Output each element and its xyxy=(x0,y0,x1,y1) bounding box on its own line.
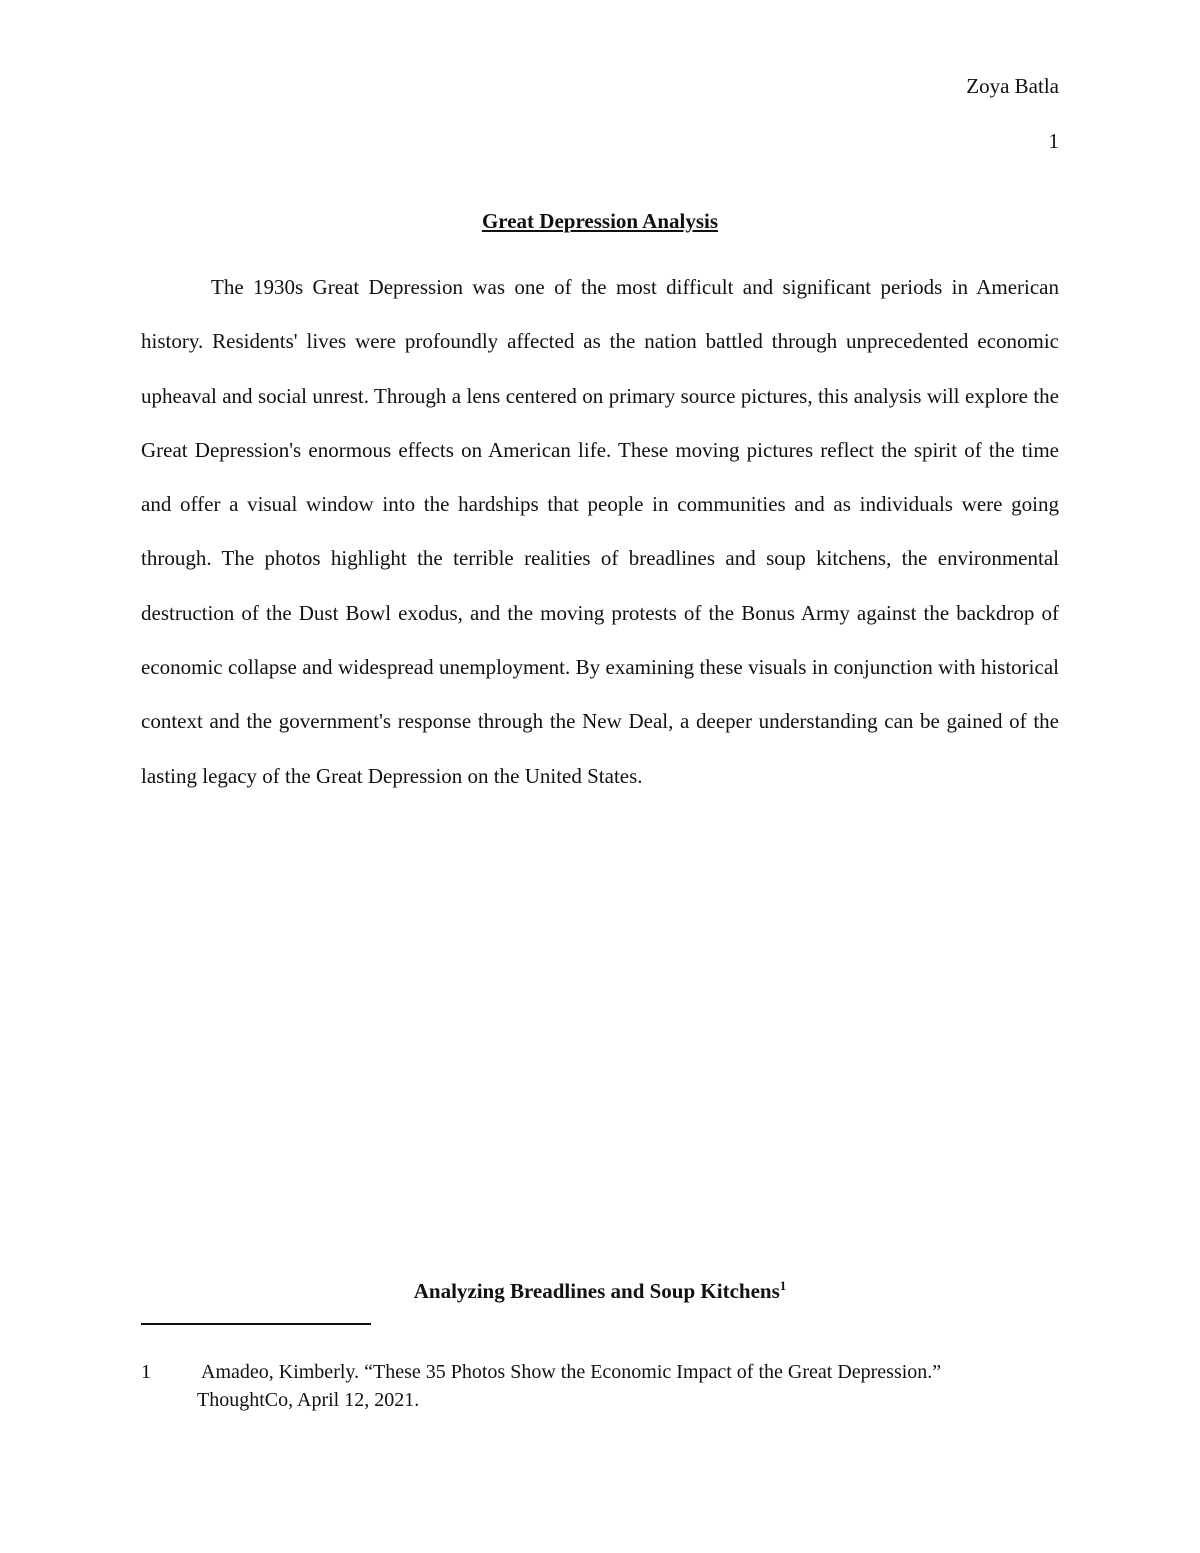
section-heading xyxy=(141,1276,1059,1306)
footnote xyxy=(141,1358,1059,1414)
intro-paragraph: The 1930s Great Depression was one of the most difficult and significant periods in American history. Residents' lives were profoundly affected as the nation battled through unprecedented economic upheaval and social unrest. Through a lens centered on primary source pictures, this analysis will explore the Great Depression's enormous effects on American life. These moving pictures reflect the spirit of the time and offer a visual window into the hardships that people in communities and as individuals were going through. The photos highlight the terrible realities of breadlines and soup kitchens, the environmental destruction of the Dust Bowl exodus, and the moving protests of the Bonus Army against the backdrop of economic collapse and widespread unemployment. By examining these visuals in conjunction with historical context and the government's response through the New Deal, a deeper understanding can be gained of the lasting legacy of the Great Depression on the United States. xyxy=(141,275,1059,788)
page-number: 1 xyxy=(1048,129,1059,153)
footnote-text: Amadeo, Kimberly. “These 35 Photos Show the Economic Impact of the Great Depression.” ThoughtCo, April 12, 2021. xyxy=(197,1361,942,1411)
footnote-separator xyxy=(141,1323,371,1325)
section-heading-text: Analyzing Breadlines and Soup Kitchens xyxy=(413,1279,780,1303)
document-title: Great Depression Analysis xyxy=(481,209,719,233)
header-author-name: Zoya Batla xyxy=(966,74,1059,98)
footnote-number: 1 xyxy=(141,1361,151,1383)
footnote-reference: 1 xyxy=(779,1278,787,1293)
